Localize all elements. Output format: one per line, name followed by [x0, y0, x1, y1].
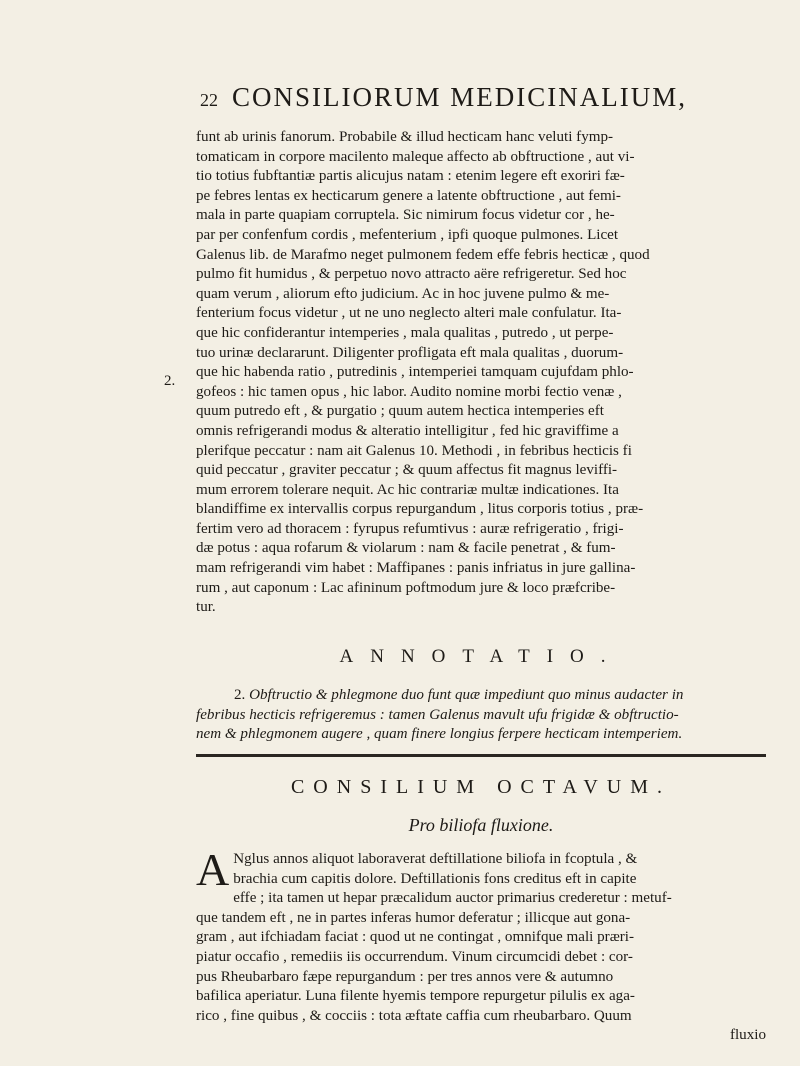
text-line: mum errorem tolerare nequit. Ac hic contrariæ multæ indicationes. Ita [196, 481, 619, 498]
text-line: plerifque peccatur : nam ait Galenus 10. Methodi , in febribus hecticis fi [196, 442, 632, 459]
text-line: fenterium focus videtur , ut ne uno neglecto alteri male confulatur. Ita- [196, 305, 622, 322]
consilium-heading: CONSILIUM OCTAVUM. [290, 776, 672, 798]
main-paragraph [196, 128, 766, 618]
book-title: CONSILIORUM MEDICINALIUM, [232, 82, 687, 112]
annotatio-heading: ANNOTATIO. [339, 646, 623, 667]
text-line: pus Rheubarbaro fæpe repurgandum : per tres annos vere & autumno [196, 968, 614, 985]
text-line: mala in parte quapiam corruptela. Sic nimirum focus videtur cor , he- [196, 207, 615, 224]
text-line: rum , aut caponum : Lac afininum poftmodum jure & loco præfcribe- [196, 579, 616, 596]
text-line: que tandem eft , ne in partes inferas humor deferatur ; illicque aut gona- [196, 909, 631, 926]
margin-note: 2. [164, 373, 176, 389]
consilium-paragraph [196, 844, 766, 1046]
text-line: dæ potus : aqua rofarum & violarum : nam & facile penetrat , & fum- [196, 540, 616, 557]
text-line: pulmo fit humidus , & perpetuo novo attracto aëre refrigeretur. Sed hoc [196, 266, 627, 283]
text-line: que hic confiderantur intemperies , mala qualitas , putredo , ut perpe- [196, 324, 614, 341]
annotatio-paragraph [196, 686, 766, 745]
text-line: tio totius fubftantiæ partis alicujus natam : etenim legere eft exoriri fæ- [196, 168, 625, 185]
text-line: par per confenfum cordis , mefenterium , ipfi quoque pulmones. Licet [196, 226, 619, 243]
text-line: tuo urinæ declararunt. Diligenter profligata eft mala qualitas , duorum- [196, 344, 624, 361]
text-line: gofeos : hic tamen opus , hic labor. Audito nomine morbi fectio venæ , [196, 383, 622, 400]
text-line: omnis refrigerandi modus & alteratio intelligitur , fed hic graviffime a [196, 422, 619, 439]
text-line: febribus hecticis refrigeremus : tamen Galenus mavult ufu frigidæ & obftructio- [196, 706, 679, 723]
text-line: quum putredo eft , & purgatio ; quum autem hectica intemperies eft [196, 403, 604, 420]
text-line: quam verum , aliorum efto judicium. Ac in hoc juvene pulmo & me- [196, 285, 610, 302]
text-line: tur. [196, 599, 216, 616]
text-line [196, 686, 766, 706]
text-line: brachia cum capitis dolore. Deftillationis fons creditus eft in capite [233, 870, 637, 887]
page-number: 22 [200, 90, 218, 110]
consilium-subheading: Pro biliofa fluxione. [408, 815, 554, 835]
catchword: fluxio [729, 1027, 766, 1044]
text-line: mam refrigerandi vim habet : Maffipanes : panis infriatus in jure gallina- [196, 560, 636, 577]
section-divider [196, 754, 766, 757]
running-head [200, 82, 760, 122]
text-line: bafilica aperiatur. Luna filente hyemis tempore repurgetur pilulis ex aga- [196, 988, 635, 1005]
text-line: piatur occafio , remediis iis occurrendum. Vinum circumcidi debet : cor- [196, 948, 633, 965]
text-line: funt ab urinis fanorum. Probabile & illud hecticam hanc veluti fymp- [196, 129, 614, 145]
text-line: effe ; ita tamen ut hepar præcalidum auctor primarius crederetur : metuf- [233, 890, 672, 907]
text-line: Nglus annos aliquot laboraverat deftillatione biliofa in fcoptula , & [233, 851, 638, 867]
annotatio-line: Obftructio & phlegmone duo funt quæ impediunt quo minus audacter in [249, 687, 684, 703]
text-line: quid peccatur , graviter peccatur ; & quum affectus fit magnus leviffi- [196, 462, 618, 479]
text-line: blandiffime ex intervallis corpus repurgandum , litus corporis totius , præ- [196, 501, 644, 518]
text-line: tomaticam in corpore macilento maleque affecto ab obftructione , aut vi- [196, 148, 635, 165]
annotatio-number: 2. [234, 687, 246, 703]
text-line: Galenus lib. de Marafmo neget pulmonem fedem effe febris hecticæ , quod [196, 246, 650, 263]
text-line: que hic habenda ratio , putredinis , intemperiei tamquam cujufdam phlo- [196, 364, 634, 381]
text-line: nem & phlegmonem augere , quam finere longius ferpere hecticam intemperiem. [196, 726, 683, 743]
text-line: fertim vero ad thoracem : fyrupus refumtivus : auræ refrigeratio , frigi- [196, 520, 624, 537]
text-line: rico , fine quibus , & cocciis : tota æftate caffia cum rheubarbaro. Quum [196, 1007, 632, 1024]
text-line: pe febres lentas ex hecticarum genere a latente obftructione , aut femi- [196, 187, 621, 204]
drop-cap: A [196, 844, 230, 895]
text-line: gram , aut ifchiadam faciat : quod ut ne contingat , omnifque mali præri- [196, 929, 635, 946]
